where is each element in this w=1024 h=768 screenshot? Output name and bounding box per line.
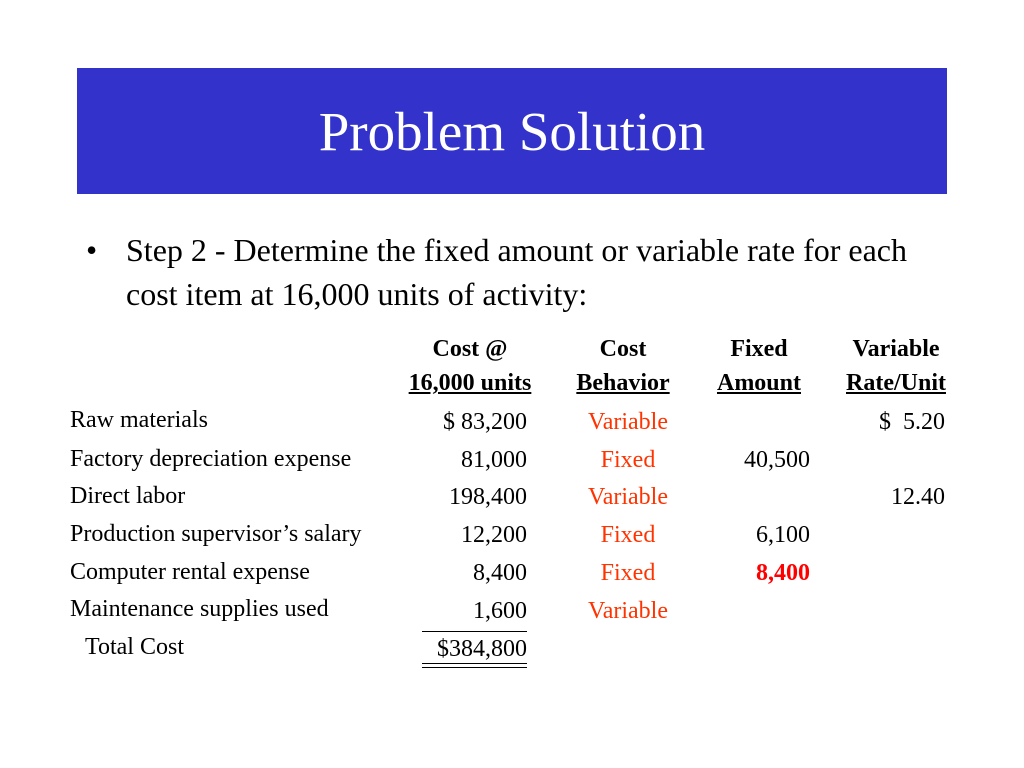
title-banner bbox=[77, 68, 947, 194]
fixed-production-supervisor: 6,100 bbox=[756, 522, 810, 548]
behavior-maintenance-supplies: Variable bbox=[588, 598, 668, 624]
total-cost-label: Total Cost bbox=[85, 634, 184, 660]
header-fixed-line2: Amount bbox=[716, 370, 801, 396]
behavior-computer-rental: Fixed bbox=[600, 560, 656, 586]
row-label-computer-rental: Computer rental expense bbox=[70, 559, 310, 585]
fixed-factory-depreciation: 40,500 bbox=[744, 447, 810, 473]
cost-direct-labor: 198,400 bbox=[449, 484, 527, 510]
cost-maintenance-supplies: 1,600 bbox=[473, 598, 527, 624]
row-label-maintenance-supplies: Maintenance supplies used bbox=[70, 596, 329, 622]
variable-raw-materials: $ 5.20 bbox=[879, 409, 945, 435]
bullet-text: Step 2 - Determine the fixed amount or variable rate for each cost item at 16,000 units of activity: bbox=[126, 232, 907, 312]
total-double-underline bbox=[422, 663, 527, 668]
row-label-raw-materials: Raw materials bbox=[70, 407, 208, 433]
header-variable bbox=[832, 332, 960, 400]
cost-raw-materials: $ 83,200 bbox=[443, 409, 527, 435]
subtotal-underline bbox=[422, 631, 527, 632]
header-behavior bbox=[563, 332, 683, 400]
row-label-factory-depreciation: Factory depreciation expense bbox=[70, 446, 352, 472]
cost-production-supervisor: 12,200 bbox=[461, 522, 527, 548]
slide-title: Problem Solution bbox=[318, 100, 706, 162]
behavior-production-supervisor: Fixed bbox=[600, 522, 656, 548]
row-label-direct-labor: Direct labor bbox=[70, 483, 186, 509]
header-behavior-line1: Cost bbox=[599, 336, 647, 362]
header-behavior-line2: Behavior bbox=[576, 370, 670, 396]
behavior-direct-labor: Variable bbox=[588, 484, 668, 510]
row-label-production-supervisor: Production supervisor’s salary bbox=[70, 521, 362, 547]
cost-factory-depreciation: 81,000 bbox=[461, 447, 527, 473]
total-cost-value: $384,800 bbox=[437, 636, 527, 662]
bullet-icon: • bbox=[86, 232, 98, 268]
header-cost-line1: Cost @ bbox=[432, 336, 508, 362]
header-variable-line1: Variable bbox=[852, 336, 940, 362]
header-cost-line2: 16,000 units bbox=[408, 370, 532, 396]
header-cost bbox=[395, 332, 545, 400]
header-variable-line2: Rate/Unit bbox=[846, 370, 946, 396]
variable-direct-labor: 12.40 bbox=[891, 484, 945, 510]
behavior-factory-depreciation: Fixed bbox=[600, 447, 656, 473]
behavior-raw-materials: Variable bbox=[588, 409, 668, 435]
header-fixed-line1: Fixed bbox=[730, 336, 788, 362]
header-fixed bbox=[703, 332, 815, 400]
cost-computer-rental: 8,400 bbox=[473, 560, 527, 586]
fixed-computer-rental: 8,400 bbox=[756, 560, 810, 586]
